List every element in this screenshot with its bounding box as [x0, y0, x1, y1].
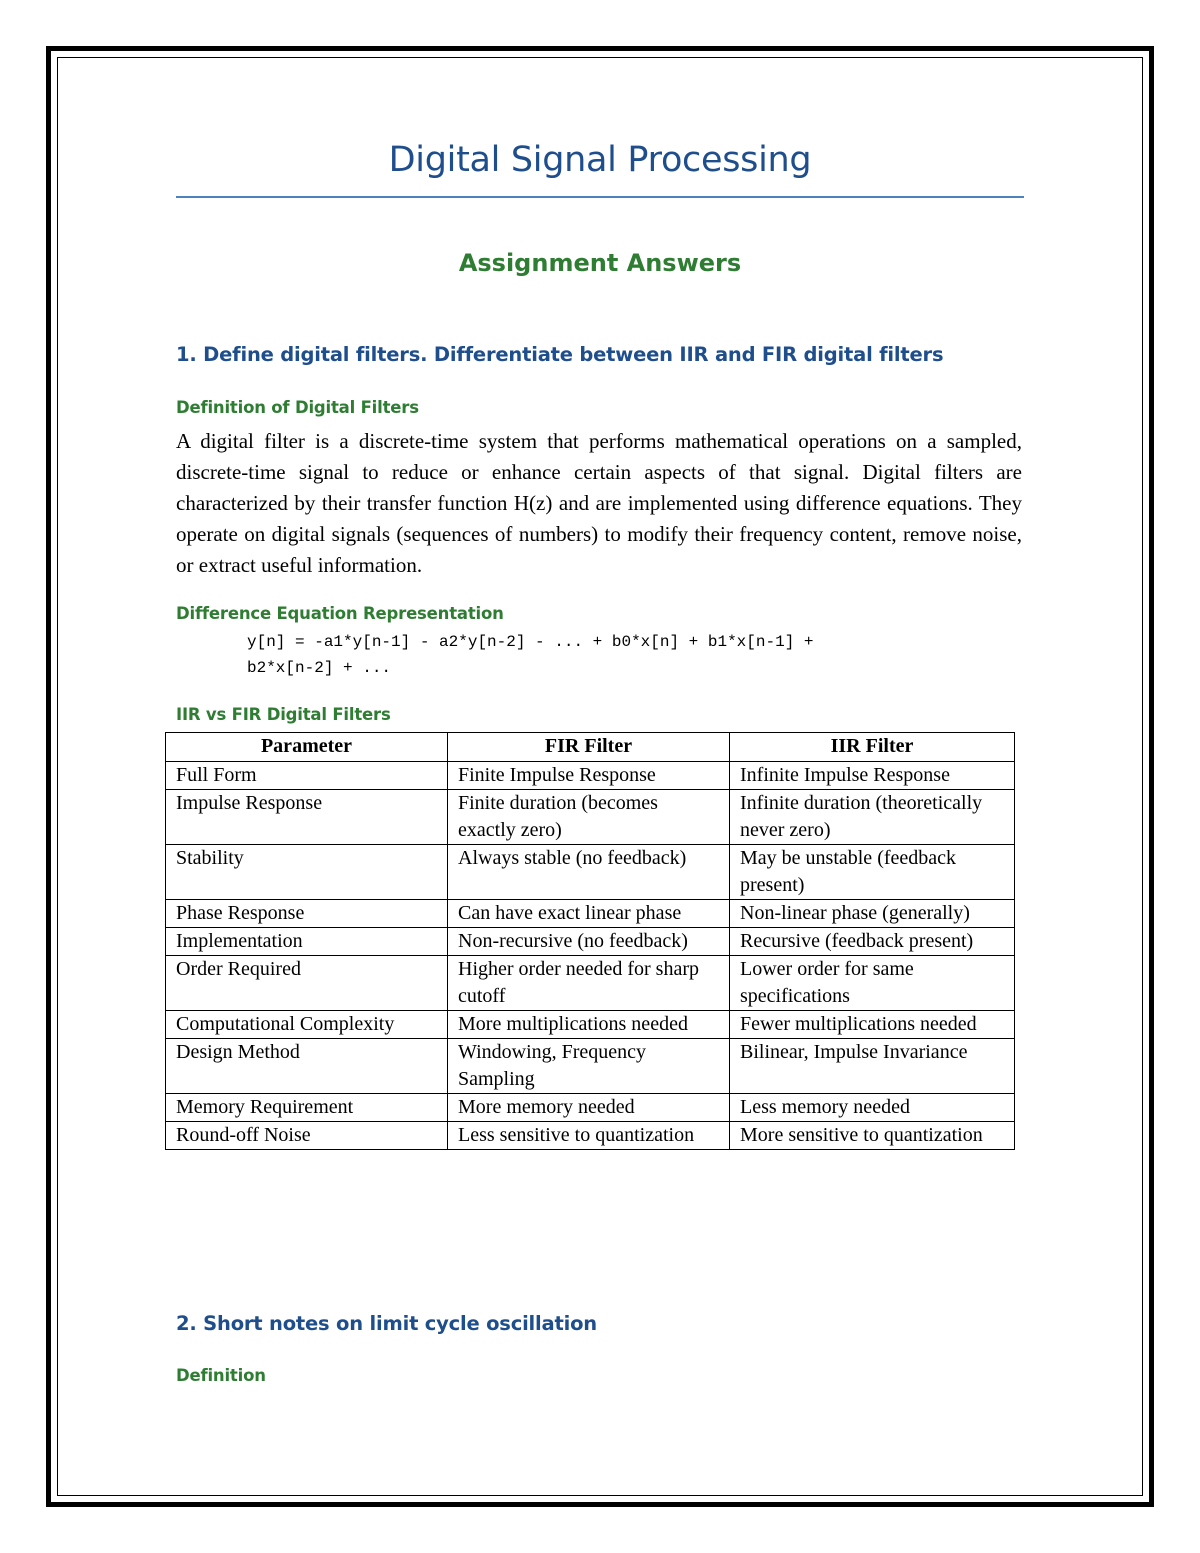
q2-heading: 2. Short notes on limit cycle oscillation	[176, 1312, 597, 1335]
definition-paragraph: A digital filter is a discrete-time system that performs mathematical operations on a sampled, discrete-time signal to reduce or enhance certain aspects of that signal. Digital filters are characterized by their transfer function H(z) and are implemented using difference equations. They operate on digital signals (sequences of numbers) to modify their frequency content, remove noise, or extract useful information.	[176, 429, 1022, 577]
table-cell: Order Required	[166, 956, 448, 1011]
table-cell: Computational Complexity	[166, 1011, 448, 1039]
title-underline	[176, 196, 1024, 198]
table-row	[166, 762, 1015, 790]
table-row	[166, 956, 1015, 1011]
table-cell: Finite duration (becomes exactly zero)	[448, 790, 730, 845]
table-cell: Less sensitive to quantization	[448, 1122, 730, 1150]
table-cell: Impulse Response	[166, 790, 448, 845]
iir-fir-comparison-table	[165, 732, 1015, 1150]
definition-heading: Definition of Digital Filters	[176, 398, 419, 417]
table-cell: Lower order for same specifications	[730, 956, 1015, 1011]
column-header-parameter: Parameter	[166, 733, 448, 762]
table-row	[166, 845, 1015, 900]
table-cell: Round-off Noise	[166, 1122, 448, 1150]
table-cell: Stability	[166, 845, 448, 900]
table-header-row	[166, 733, 1015, 762]
column-header-fir: FIR Filter	[448, 733, 730, 762]
table-heading: IIR vs FIR Digital Filters	[176, 705, 391, 724]
equation-line-1: y[n] = -a1*y[n-1] - a2*y[n-2] - ... + b0*x[n] + b1*x[n-1] +	[247, 633, 814, 651]
q1-heading: 1. Define digital filters. Differentiate between IIR and FIR digital filters	[176, 343, 944, 366]
table-cell: Fewer multiplications needed	[730, 1011, 1015, 1039]
table-cell: More sensitive to quantization	[730, 1122, 1015, 1150]
table-cell: Implementation	[166, 928, 448, 956]
table-cell: Windowing, Frequency Sampling	[448, 1039, 730, 1094]
table-cell: Infinite Impulse Response	[730, 762, 1015, 790]
q2-definition-heading: Definition	[176, 1366, 266, 1385]
equation-line-2: b2*x[n-2] + ...	[247, 659, 392, 677]
table-cell: Full Form	[166, 762, 448, 790]
table-row	[166, 900, 1015, 928]
table-row	[166, 790, 1015, 845]
table-cell: Design Method	[166, 1039, 448, 1094]
table-cell: Higher order needed for sharp cutoff	[448, 956, 730, 1011]
document-subtitle: Assignment Answers	[458, 249, 742, 277]
table-row	[166, 1039, 1015, 1094]
table-cell: Non-linear phase (generally)	[730, 900, 1015, 928]
document-title: Digital Signal Processing	[388, 140, 812, 180]
table-cell: Finite Impulse Response	[448, 762, 730, 790]
table-cell: More memory needed	[448, 1094, 730, 1122]
table-cell: Can have exact linear phase	[448, 900, 730, 928]
table-cell: Bilinear, Impulse Invariance	[730, 1039, 1015, 1094]
table-cell: Phase Response	[166, 900, 448, 928]
column-header-iir: IIR Filter	[730, 733, 1015, 762]
table-cell: More multiplications needed	[448, 1011, 730, 1039]
table-row	[166, 1094, 1015, 1122]
table-cell: Always stable (no feedback)	[448, 845, 730, 900]
table-row	[166, 1011, 1015, 1039]
table-row	[166, 1122, 1015, 1150]
equation-heading: Difference Equation Representation	[176, 604, 504, 623]
table-cell: Non-recursive (no feedback)	[448, 928, 730, 956]
table-cell: Recursive (feedback present)	[730, 928, 1015, 956]
table-row	[166, 928, 1015, 956]
table-cell: May be unstable (feedback present)	[730, 845, 1015, 900]
table-cell: Infinite duration (theoretically never zero)	[730, 790, 1015, 845]
table-cell: Less memory needed	[730, 1094, 1015, 1122]
table-cell: Memory Requirement	[166, 1094, 448, 1122]
